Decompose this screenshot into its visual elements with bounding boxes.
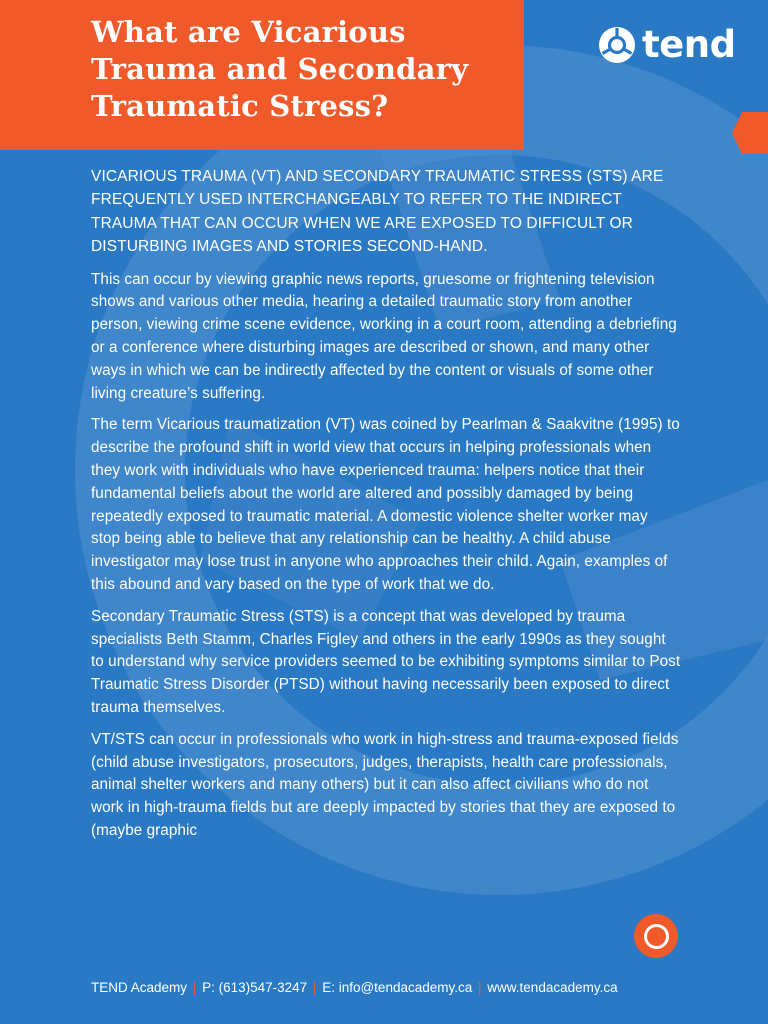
title-banner xyxy=(0,0,524,150)
footer-separator: | xyxy=(478,980,482,995)
logo-wordmark: tend xyxy=(642,23,736,66)
ring-icon xyxy=(644,924,669,949)
paragraph-2: The term Vicarious traumatization (VT) was coined by Pearlman & Saakvitne (1995) to describe the profound shift in world view that occurs in helping professionals when they work with individuals who have experienced trauma: helpers notice that their fundamental beliefs about the world are altered and possibly damaged by being repeatedly exposed to traumatic material. A domestic violence shelter worker may stop being able to believe that any relationship can be healthy. A child abuse investigator may lose trust in anyone who approaches their child. Again, examples of this abound and vary based on the type of work that we do. xyxy=(91,416,680,593)
intro-paragraph: VICARIOUS TRAUMA (VT) AND SECONDARY TRAUMATIC STRESS (STS) ARE FREQUENTLY USED INTERCHANGEABLY TO REFER TO THE INDIRECT TRAUMA THAT CAN OCCUR WHEN WE ARE EXPOSED TO DIFFICULT OR DISTURBING IMAGES AND STORIES SECOND-HAND. xyxy=(91,168,664,256)
next-page-button[interactable] xyxy=(634,914,678,958)
footer-website[interactable]: www.tendacademy.ca xyxy=(487,980,618,995)
article-body xyxy=(91,165,681,852)
paragraph-4: VT/STS can occur in professionals who work in high-stress and trauma-exposed fields (child abuse investigators, prosecutors, judges, therapists, health care professionals, animal shelter workers and many others) but it can also affect civilians who do not work in high-trauma fields but are deeply impacted by stories that they are exposed to (maybe graphic xyxy=(91,730,679,839)
footer-separator: | xyxy=(312,980,317,995)
footer-org: TEND Academy xyxy=(91,980,188,995)
tend-logo-icon xyxy=(598,26,636,64)
tend-logo xyxy=(598,24,742,66)
side-tab-marker xyxy=(732,112,768,154)
paragraph-1: This can occur by viewing graphic news reports, gruesome or frightening television shows and various other media, hearing a detailed traumatic story from another person, viewing crime scene evidence, working in a court room, attending a debriefing or a conference where disturbing images are described or shown, and many other ways in which we can be indirectly affected by the content or visuals of some other living creature’s suffering. xyxy=(91,270,677,402)
footer-contact xyxy=(91,978,711,998)
footer-phone: P: (613)547-3247 xyxy=(202,980,308,995)
footer-separator: | xyxy=(192,980,197,995)
paragraph-3: Secondary Traumatic Stress (STS) is a concept that was developed by trauma specialists Beth Stamm, Charles Figley and others in the early 1990s as they sought to understand why service providers seemed to be exhibiting symptoms similar to Post Traumatic Stress Disorder (PTSD) without having necessarily been exposed to direct trauma themselves. xyxy=(91,607,681,716)
page-title: What are Vicarious Trauma and Secondary Traumatic Stress? xyxy=(91,15,469,123)
footer-email[interactable]: E: info@tendacademy.ca xyxy=(322,980,473,995)
